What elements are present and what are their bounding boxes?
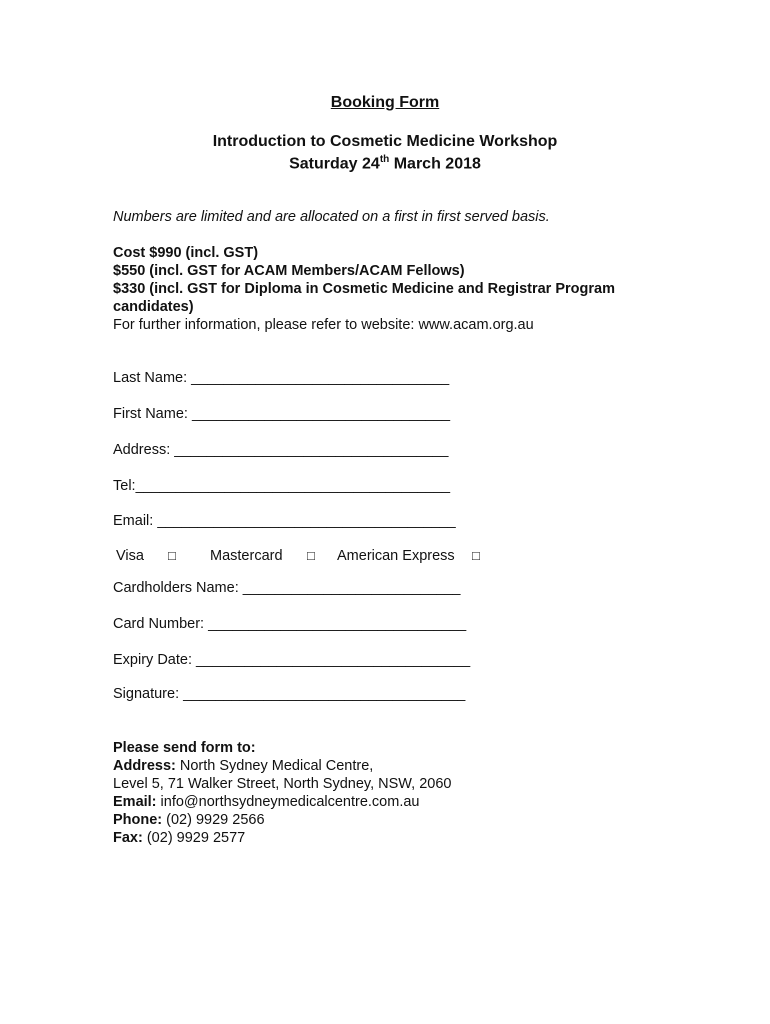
date-suffix: March 2018 (389, 155, 481, 173)
email-field[interactable]: Email: _____________________________________ (113, 513, 456, 529)
cost-diploma: $330 (incl. GST for Diploma in Cosmetic Medicine and Registrar Program (113, 281, 615, 297)
workshop-date (0, 154, 770, 173)
cost-diploma-cont: candidates) (113, 299, 194, 315)
send-address-line2: Level 5, 71 Walker Street, North Sydney, NSW, 2060 (113, 776, 452, 792)
send-address (113, 758, 373, 774)
last-name-field[interactable]: Last Name: ________________________________ (113, 370, 450, 386)
phone-label: Phone: (113, 812, 163, 828)
email-label: Email: (113, 794, 157, 810)
card-number-field[interactable]: Card Number: ________________________________ (113, 616, 467, 632)
page-title: Booking Form (330, 94, 440, 111)
workshop-title: Introduction to Cosmetic Medicine Workshop (212, 133, 558, 150)
amex-checkbox[interactable]: □ (472, 548, 480, 563)
email-value[interactable]: info@northsydneymedicalcentre.com.au (156, 794, 420, 810)
address-value: North Sydney Medical Centre, (175, 758, 374, 774)
further-info: For further information, please refer to website: www.acam.org.au (113, 317, 534, 333)
first-name-field[interactable]: First Name: ________________________________ (113, 406, 451, 422)
mastercard-checkbox[interactable]: □ (307, 548, 315, 563)
fax-label: Fax: (113, 830, 143, 846)
date-prefix: Saturday 24 (289, 155, 380, 173)
signature-field[interactable]: Signature: ___________________________________ (113, 686, 466, 702)
cost-members: $550 (incl. GST for ACAM Members/ACAM Fellows) (113, 263, 465, 279)
phone-value: (02) 9929 2566 (162, 812, 265, 828)
expiry-date-field[interactable]: Expiry Date: __________________________________ (113, 652, 471, 668)
visa-label: Visa (116, 548, 144, 564)
date-ordinal: th (379, 154, 390, 165)
cost-standard: Cost $990 (incl. GST) (113, 245, 259, 261)
availability-notice: Numbers are limited and are allocated on a first in first served basis. (113, 209, 550, 225)
visa-checkbox[interactable]: □ (168, 548, 176, 563)
cardholder-name-field[interactable]: Cardholders Name: ___________________________ (113, 580, 461, 596)
fax-value: (02) 9929 2577 (142, 830, 246, 846)
payment-method-row (116, 548, 536, 568)
send-email (113, 794, 419, 810)
amex-label: American Express (337, 548, 455, 564)
send-phone (113, 812, 265, 828)
send-heading: Please send form to: (113, 740, 256, 756)
address-label: Address: (113, 758, 176, 774)
mastercard-label: Mastercard (210, 548, 283, 564)
tel-field[interactable]: Tel:_______________________________________ (113, 478, 451, 494)
address-field[interactable]: Address: __________________________________ (113, 442, 449, 458)
send-fax (113, 830, 245, 846)
